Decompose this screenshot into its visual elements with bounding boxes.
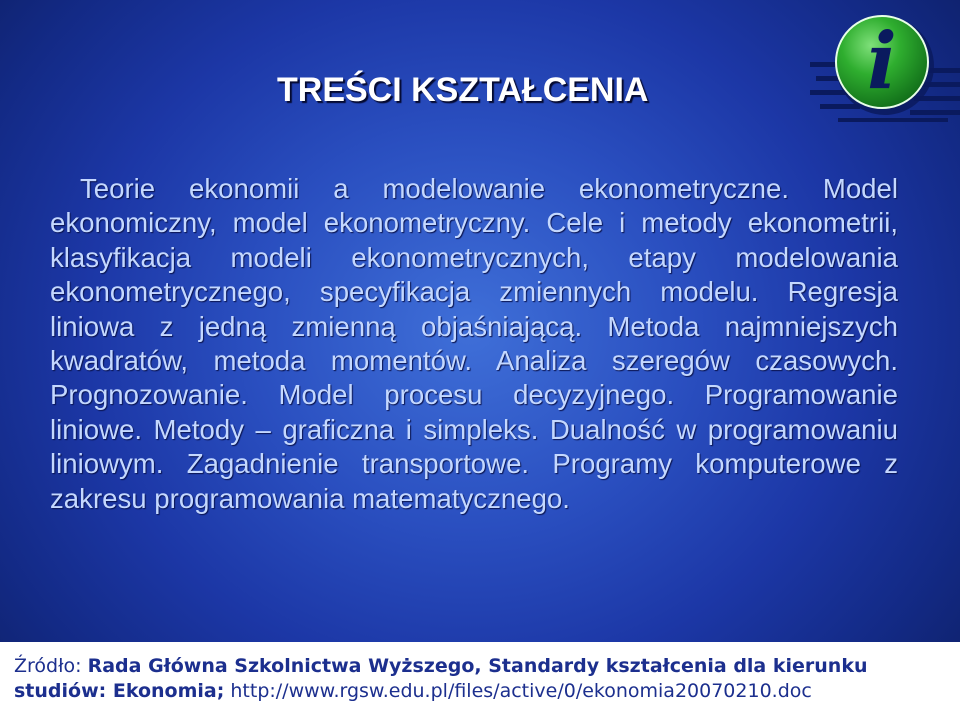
source-note xyxy=(14,654,954,704)
source-label: Źródło: xyxy=(14,655,82,677)
info-icon xyxy=(810,8,960,128)
source-title: Rada Główna Szkolnictwa Wyższego, Standardy kształcenia dla kierunku studiów: Ekonomia; xyxy=(14,655,868,702)
slide-body-text: Teorie ekonomii a modelowanie ekonometryczne. Model ekonomiczny, model ekonometryczny. Cele i metody ekonometrii, klasyfikacja modeli ekonometrycznych, etapy modelowania ekonometrycznego, specyfikacja zmiennych modelu. Regresja liniowa z jedną zmienną objaśniającą. Metoda najmniejszych kwadratów, metoda momentów. Analiza szeregów czasowych. Prognozowanie. Model procesu decyzyjnego. Programowanie liniowe. Metody – graficzna i simpleks. Dualność w programowaniu liniowym. Zagadnienie transportowe. Programy komputerowe z zakresu programowania matematycznego. xyxy=(50,173,898,514)
info-icon-letter: i xyxy=(867,16,897,107)
source-url: http://www.rgsw.edu.pl/files/active/0/ekonomia20070210.doc xyxy=(230,680,812,702)
slide-title: TREŚCI KSZTAŁCENIA xyxy=(277,71,649,109)
